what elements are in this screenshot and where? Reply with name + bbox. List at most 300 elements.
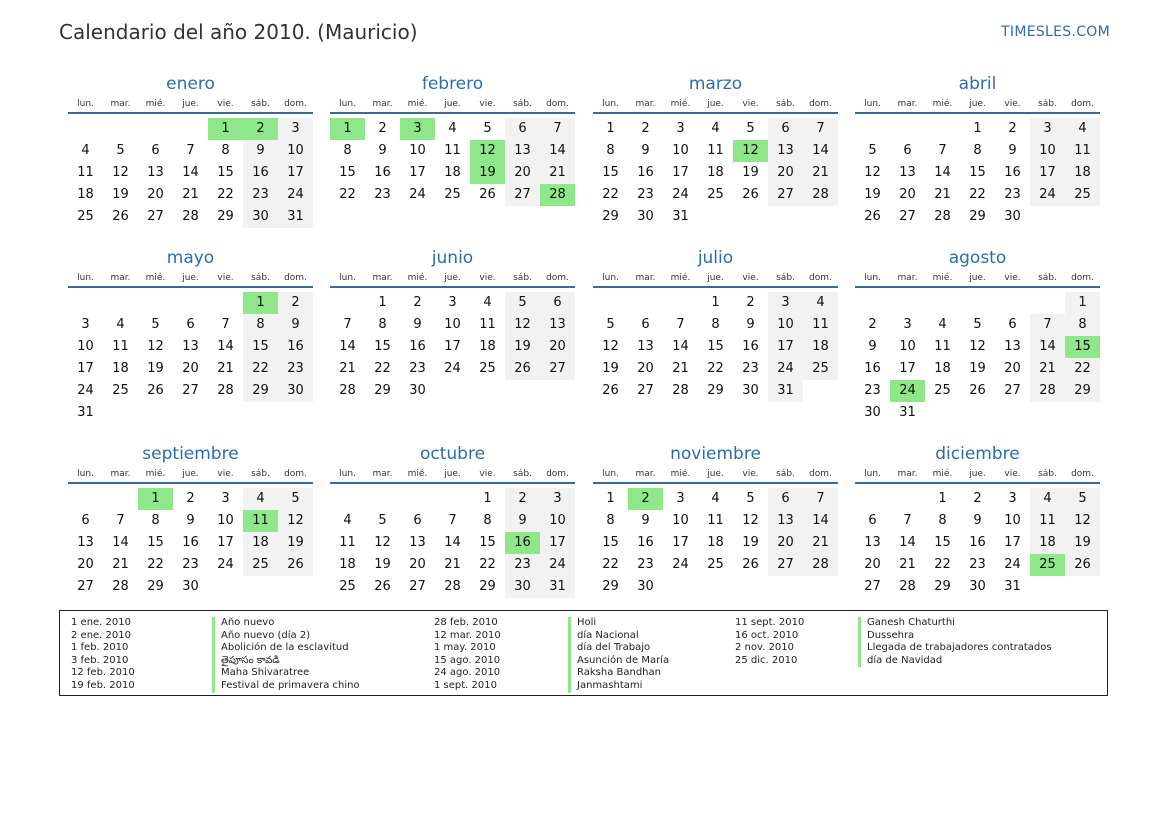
- day-cell: 2: [186, 491, 195, 506]
- day-cell: 8: [606, 513, 615, 528]
- day-cell: 29: [934, 579, 951, 594]
- month-marzo: [593, 72, 838, 228]
- day-cell: 5: [606, 317, 615, 332]
- day-cell: 19: [742, 535, 759, 550]
- day-cell: 19: [969, 361, 986, 376]
- weekday-header: [68, 96, 313, 114]
- day-cell: 28: [182, 209, 199, 224]
- holiday-day-cell: 1: [243, 292, 278, 314]
- day-cell: 23: [742, 361, 759, 376]
- legend-date: 25 dic. 2010: [735, 654, 798, 666]
- day-cell: 6: [868, 513, 877, 528]
- day-cell: 19: [278, 532, 313, 554]
- day-cell: 25: [479, 361, 496, 376]
- day-cell: 9: [973, 513, 982, 528]
- day-cell: 22: [243, 358, 278, 380]
- day-cell: 20: [899, 187, 916, 202]
- day-cell: 7: [343, 317, 352, 332]
- day-cell: 7: [448, 513, 457, 528]
- day-cell: 14: [217, 339, 234, 354]
- day-cell: 3: [448, 295, 457, 310]
- day-cell: 23: [864, 383, 881, 398]
- weekday-label: vie.: [217, 273, 234, 283]
- legend-holiday-name: Llegada de trabajadores contratados: [858, 642, 1052, 655]
- day-cell: 11: [934, 339, 951, 354]
- empty-day-cell: [628, 292, 663, 314]
- day-cell: 27: [768, 184, 803, 206]
- day-cell: 11: [707, 513, 724, 528]
- day-cell: 6: [81, 513, 90, 528]
- day-cell: 5: [483, 121, 492, 136]
- day-cell: 13: [864, 535, 881, 550]
- day-cell: 24: [77, 383, 94, 398]
- day-cell: 13: [147, 165, 164, 180]
- day-cell: 27: [768, 554, 803, 576]
- day-cell: 11: [803, 314, 838, 336]
- day-cell: 5: [151, 317, 160, 332]
- day-cell: 20: [77, 557, 94, 572]
- empty-day-cell: [855, 488, 890, 510]
- day-cell: 4: [448, 121, 457, 136]
- day-cell: 15: [479, 535, 496, 550]
- day-cell: 16: [864, 361, 881, 376]
- day-cell: 10: [672, 513, 689, 528]
- weekday-label: vie.: [1004, 99, 1021, 109]
- day-cell: 24: [409, 187, 426, 202]
- day-cell: 2: [641, 121, 650, 136]
- day-cell: 10: [77, 339, 94, 354]
- day-cell: 16: [637, 165, 654, 180]
- weekday-label: mié.: [145, 99, 166, 109]
- weekday-label: jue.: [707, 469, 724, 479]
- holiday-legend: [59, 610, 1108, 696]
- empty-day-cell: [103, 292, 138, 314]
- day-cell: 2: [413, 295, 422, 310]
- day-cell: 13: [768, 510, 803, 532]
- month-name: agosto: [948, 248, 1007, 268]
- weekday-label: sáb.: [251, 99, 270, 109]
- day-cell: 26: [479, 187, 496, 202]
- empty-day-cell: [208, 292, 243, 314]
- day-cell: 26: [147, 383, 164, 398]
- weekday-label: dom.: [809, 273, 832, 283]
- weekday-label: mié.: [670, 99, 691, 109]
- day-cell: 12: [1065, 510, 1100, 532]
- day-grid: [593, 292, 838, 402]
- month-julio: [593, 246, 838, 402]
- brand-link[interactable]: TIMESLES.COM: [1001, 24, 1110, 40]
- day-cell: 27: [182, 383, 199, 398]
- weekday-label: sáb.: [513, 99, 532, 109]
- day-cell: 8: [378, 317, 387, 332]
- legend-date: 12 mar. 2010: [434, 629, 501, 641]
- legend-date: 1 ene. 2010: [71, 617, 131, 628]
- month-name: septiembre: [142, 444, 239, 464]
- day-cell: 5: [378, 513, 387, 528]
- day-cell: 24: [672, 557, 689, 572]
- day-cell: 30: [243, 206, 278, 228]
- day-cell: 18: [479, 339, 496, 354]
- weekday-label: mié.: [670, 469, 691, 479]
- day-cell: 26: [602, 383, 619, 398]
- day-cell: 8: [711, 317, 720, 332]
- weekday-label: dom.: [546, 99, 569, 109]
- day-cell: 12: [374, 535, 391, 550]
- legend-dates-col-1: [71, 617, 135, 693]
- legend-holiday-name: día Nacional: [568, 630, 669, 643]
- day-cell: 11: [444, 143, 461, 158]
- day-cell: 3: [768, 292, 803, 314]
- day-cell: 30: [864, 405, 881, 420]
- day-cell: 7: [676, 317, 685, 332]
- weekday-label: mié.: [407, 273, 428, 283]
- weekday-header: [855, 466, 1100, 484]
- day-cell: 4: [81, 143, 90, 158]
- day-cell: 8: [151, 513, 160, 528]
- day-cell: 17: [409, 165, 426, 180]
- day-cell: 4: [711, 121, 720, 136]
- day-cell: 27: [1004, 383, 1021, 398]
- weekday-label: lun.: [864, 469, 881, 479]
- weekday-label: mié.: [407, 99, 428, 109]
- holiday-day-cell: 2: [628, 488, 663, 510]
- holiday-day-cell: 3: [400, 118, 435, 140]
- empty-day-cell: [925, 292, 960, 314]
- day-cell: 8: [973, 143, 982, 158]
- weekday-label: mar.: [635, 99, 656, 109]
- month-noviembre: [593, 442, 838, 598]
- day-cell: 23: [374, 187, 391, 202]
- day-cell: 20: [1004, 361, 1021, 376]
- weekday-label: mar.: [897, 99, 918, 109]
- day-cell: 29: [243, 380, 278, 402]
- day-cell: 8: [1065, 314, 1100, 336]
- day-cell: 22: [479, 557, 496, 572]
- day-cell: 17: [217, 535, 234, 550]
- holiday-day-cell: 2: [243, 118, 278, 140]
- day-cell: 7: [803, 488, 838, 510]
- day-grid: [330, 488, 575, 598]
- holiday-day-cell: 25: [1030, 554, 1065, 576]
- weekday-label: mar.: [897, 469, 918, 479]
- weekday-label: mié.: [932, 469, 953, 479]
- day-cell: 6: [151, 143, 160, 158]
- day-cell: 12: [864, 165, 881, 180]
- day-cell: 21: [672, 361, 689, 376]
- day-cell: 27: [899, 209, 916, 224]
- weekday-label: jue.: [182, 469, 199, 479]
- day-grid: [593, 488, 838, 598]
- legend-names-col-2: [568, 617, 669, 693]
- empty-day-cell: [855, 292, 890, 314]
- day-cell: 31: [278, 206, 313, 228]
- day-cell: 19: [602, 361, 619, 376]
- day-cell: 13: [540, 314, 575, 336]
- day-cell: 6: [641, 317, 650, 332]
- day-cell: 28: [899, 579, 916, 594]
- day-cell: 11: [1030, 510, 1065, 532]
- empty-day-cell: [925, 118, 960, 140]
- day-cell: 22: [339, 187, 356, 202]
- day-cell: 11: [339, 535, 356, 550]
- weekday-label: lun.: [339, 469, 356, 479]
- weekday-label: vie.: [479, 469, 496, 479]
- day-cell: 12: [278, 510, 313, 532]
- day-cell: 28: [339, 383, 356, 398]
- day-cell: 29: [374, 383, 391, 398]
- legend-holiday-name: día de Navidad: [858, 655, 1052, 668]
- day-cell: 5: [746, 491, 755, 506]
- day-cell: 21: [182, 187, 199, 202]
- day-cell: 10: [1004, 513, 1021, 528]
- day-cell: 31: [1004, 579, 1021, 594]
- day-cell: 16: [243, 162, 278, 184]
- legend-date: 2 ene. 2010: [71, 629, 131, 641]
- day-cell: 31: [768, 380, 803, 402]
- weekday-label: mié.: [670, 273, 691, 283]
- day-cell: 22: [707, 361, 724, 376]
- day-cell: 16: [278, 336, 313, 358]
- legend-date: 2 nov. 2010: [735, 642, 794, 654]
- weekday-label: dom.: [546, 469, 569, 479]
- month-name: abril: [958, 74, 997, 94]
- day-cell: 18: [112, 361, 129, 376]
- day-grid: [855, 488, 1100, 598]
- day-cell: 5: [868, 143, 877, 158]
- month-name: marzo: [688, 74, 743, 94]
- empty-day-cell: [400, 488, 435, 510]
- empty-day-cell: [663, 292, 698, 314]
- empty-day-cell: [890, 488, 925, 510]
- holiday-day-cell: 12: [470, 140, 505, 162]
- weekday-label: jue.: [707, 273, 724, 283]
- day-cell: 30: [409, 383, 426, 398]
- day-cell: 9: [413, 317, 422, 332]
- day-cell: 29: [969, 209, 986, 224]
- day-cell: 1: [378, 295, 387, 310]
- day-cell: 20: [147, 187, 164, 202]
- legend-holiday-name: Año nuevo (día 2): [212, 630, 360, 643]
- weekday-label: sáb.: [513, 469, 532, 479]
- day-cell: 5: [1065, 488, 1100, 510]
- day-cell: 21: [217, 361, 234, 376]
- legend-date: 19 feb. 2010: [71, 679, 135, 691]
- day-cell: 29: [217, 209, 234, 224]
- weekday-label: lun.: [864, 273, 881, 283]
- empty-day-cell: [173, 292, 208, 314]
- day-cell: 1: [711, 295, 720, 310]
- day-cell: 14: [112, 535, 129, 550]
- weekday-label: mar.: [372, 99, 393, 109]
- day-cell: 5: [116, 143, 125, 158]
- holiday-day-cell: 19: [470, 162, 505, 184]
- weekday-label: vie.: [742, 469, 759, 479]
- weekday-label: lun.: [602, 273, 619, 283]
- day-cell: 28: [803, 184, 838, 206]
- day-cell: 14: [899, 535, 916, 550]
- day-cell: 26: [374, 579, 391, 594]
- day-cell: 12: [147, 339, 164, 354]
- day-cell: 18: [803, 336, 838, 358]
- day-cell: 31: [899, 405, 916, 420]
- day-cell: 21: [803, 162, 838, 184]
- day-cell: 19: [864, 187, 881, 202]
- day-cell: 7: [540, 118, 575, 140]
- day-cell: 29: [602, 209, 619, 224]
- day-cell: 23: [278, 358, 313, 380]
- day-cell: 4: [116, 317, 125, 332]
- weekday-label: jue.: [969, 273, 986, 283]
- day-cell: 11: [479, 317, 496, 332]
- day-cell: 15: [374, 339, 391, 354]
- weekday-label: dom.: [809, 99, 832, 109]
- day-cell: 7: [116, 513, 125, 528]
- day-cell: 25: [707, 557, 724, 572]
- day-cell: 3: [221, 491, 230, 506]
- day-cell: 1: [938, 491, 947, 506]
- day-cell: 31: [540, 576, 575, 598]
- day-cell: 19: [1065, 532, 1100, 554]
- day-cell: 2: [378, 121, 387, 136]
- day-cell: 9: [378, 143, 387, 158]
- day-cell: 30: [637, 209, 654, 224]
- legend-date: 15 ago. 2010: [434, 654, 501, 666]
- empty-day-cell: [435, 488, 470, 510]
- holiday-day-cell: 24: [890, 380, 925, 402]
- day-cell: 22: [374, 361, 391, 376]
- day-grid: [855, 292, 1100, 424]
- day-cell: 23: [637, 187, 654, 202]
- day-cell: 9: [641, 143, 650, 158]
- day-cell: 10: [278, 140, 313, 162]
- weekday-header: [593, 96, 838, 114]
- day-cell: 10: [768, 314, 803, 336]
- day-cell: 22: [934, 557, 951, 572]
- weekday-label: lun.: [339, 99, 356, 109]
- day-cell: 22: [602, 557, 619, 572]
- holiday-day-cell: 11: [243, 510, 278, 532]
- day-cell: 21: [339, 361, 356, 376]
- day-cell: 17: [444, 339, 461, 354]
- legend-date: 1 feb. 2010: [71, 642, 129, 654]
- day-cell: 18: [934, 361, 951, 376]
- day-cell: 25: [803, 358, 838, 380]
- weekday-label: sáb.: [776, 273, 795, 283]
- day-cell: 20: [540, 336, 575, 358]
- day-cell: 1: [973, 121, 982, 136]
- day-cell: 23: [1004, 187, 1021, 202]
- empty-day-cell: [68, 488, 103, 510]
- holiday-day-cell: 15: [1065, 336, 1100, 358]
- weekday-label: mar.: [897, 273, 918, 283]
- month-mayo: [68, 246, 313, 424]
- month-name: diciembre: [935, 444, 1020, 464]
- weekday-label: mar.: [635, 273, 656, 283]
- day-cell: 30: [505, 576, 540, 598]
- day-cell: 18: [707, 535, 724, 550]
- day-cell: 28: [672, 383, 689, 398]
- day-cell: 16: [969, 535, 986, 550]
- legend-holiday-name: Janmashtami: [568, 680, 669, 693]
- day-cell: 16: [409, 339, 426, 354]
- day-cell: 25: [707, 187, 724, 202]
- day-cell: 26: [1065, 554, 1100, 576]
- weekday-header: [593, 270, 838, 288]
- day-cell: 20: [182, 361, 199, 376]
- month-name: enero: [166, 74, 215, 94]
- weekday-label: mié.: [932, 99, 953, 109]
- day-cell: 12: [602, 339, 619, 354]
- day-cell: 18: [339, 557, 356, 572]
- day-cell: 23: [637, 557, 654, 572]
- weekday-label: vie.: [217, 99, 234, 109]
- day-cell: 21: [803, 532, 838, 554]
- day-cell: 12: [742, 513, 759, 528]
- day-cell: 26: [864, 209, 881, 224]
- day-cell: 27: [147, 209, 164, 224]
- empty-day-cell: [593, 292, 628, 314]
- day-cell: 13: [182, 339, 199, 354]
- weekday-label: lun.: [864, 99, 881, 109]
- day-cell: 3: [1030, 118, 1065, 140]
- day-cell: 13: [1004, 339, 1021, 354]
- day-cell: 26: [278, 554, 313, 576]
- day-cell: 15: [602, 165, 619, 180]
- day-cell: 22: [969, 187, 986, 202]
- day-cell: 30: [278, 380, 313, 402]
- empty-day-cell: [890, 118, 925, 140]
- day-cell: 6: [413, 513, 422, 528]
- day-cell: 18: [1030, 532, 1065, 554]
- empty-day-cell: [960, 292, 995, 314]
- weekday-label: jue.: [444, 469, 461, 479]
- day-cell: 21: [444, 557, 461, 572]
- empty-day-cell: [103, 118, 138, 140]
- day-cell: 8: [221, 143, 230, 158]
- day-cell: 19: [374, 557, 391, 572]
- holiday-day-cell: 1: [208, 118, 243, 140]
- day-cell: 9: [641, 513, 650, 528]
- legend-date: 1 may. 2010: [434, 642, 496, 654]
- day-cell: 27: [540, 358, 575, 380]
- day-cell: 28: [803, 554, 838, 576]
- day-cell: 30: [742, 383, 759, 398]
- legend-holiday-name: Año nuevo: [212, 617, 360, 630]
- day-cell: 19: [742, 165, 759, 180]
- day-cell: 4: [1065, 118, 1100, 140]
- day-cell: 25: [339, 579, 356, 594]
- day-cell: 2: [278, 292, 313, 314]
- day-cell: 20: [505, 162, 540, 184]
- day-cell: 22: [1065, 358, 1100, 380]
- day-cell: 4: [483, 295, 492, 310]
- day-cell: 3: [81, 317, 90, 332]
- weekday-label: mié.: [407, 469, 428, 479]
- day-cell: 28: [934, 209, 951, 224]
- day-cell: 18: [707, 165, 724, 180]
- day-cell: 23: [505, 554, 540, 576]
- day-cell: 5: [505, 292, 540, 314]
- day-cell: 21: [899, 557, 916, 572]
- empty-day-cell: [68, 118, 103, 140]
- month-name: noviembre: [670, 444, 761, 464]
- weekday-label: sáb.: [251, 273, 270, 283]
- day-cell: 22: [147, 557, 164, 572]
- day-cell: 17: [899, 361, 916, 376]
- day-cell: 2: [746, 295, 755, 310]
- day-cell: 4: [938, 317, 947, 332]
- day-cell: 17: [278, 162, 313, 184]
